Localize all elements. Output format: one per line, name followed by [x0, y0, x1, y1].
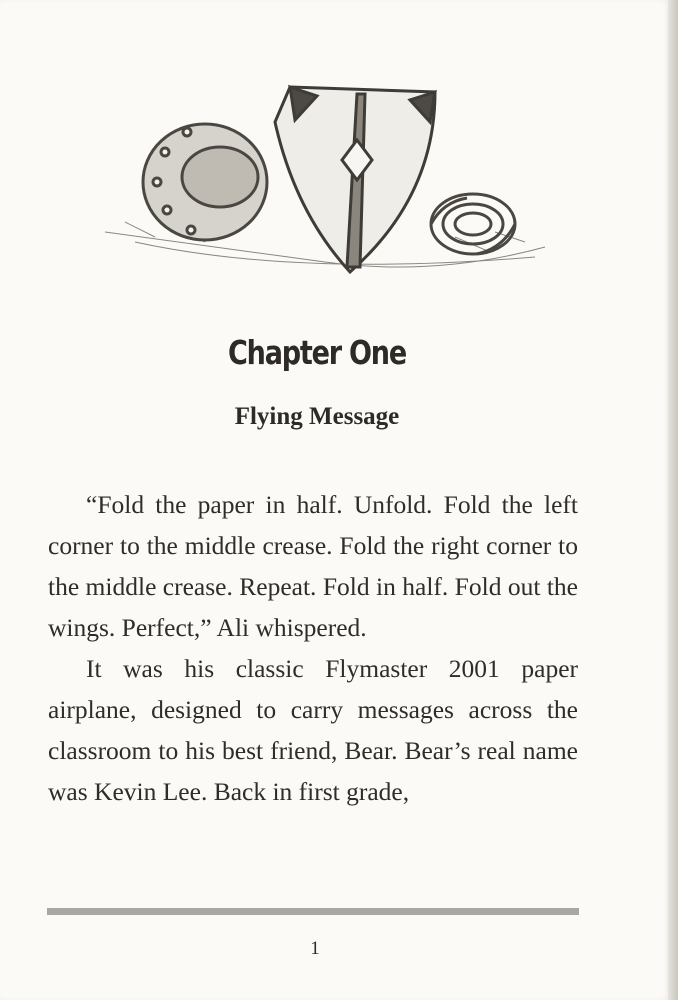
paragraph: “Fold the paper in half. Unfold. Fold the left corner to the middle crease. Fold the right corner to the middle crease. Repeat. Fold in half. Fold out the wings. Perfect,” Ali whispered. — [48, 490, 578, 642]
page-number: 1 — [310, 938, 320, 959]
footer-divider — [47, 908, 579, 915]
chapter-subtitle: Flying Message — [234, 403, 400, 430]
chapter-title: Chapter One — [228, 333, 406, 372]
shield-and-rope-illustration — [95, 62, 555, 302]
round-shield — [143, 124, 267, 240]
paragraph: It was his classic Flymaster 2001 paper airplane, designed to carry messages across the classroom to his best friend, Bear. Bear’s real name was Kevin Lee. Back in first grade, — [48, 654, 578, 806]
coiled-rope — [431, 194, 515, 254]
page-edge — [668, 0, 678, 1000]
kite-shield — [275, 87, 435, 272]
body-text — [48, 484, 578, 812]
